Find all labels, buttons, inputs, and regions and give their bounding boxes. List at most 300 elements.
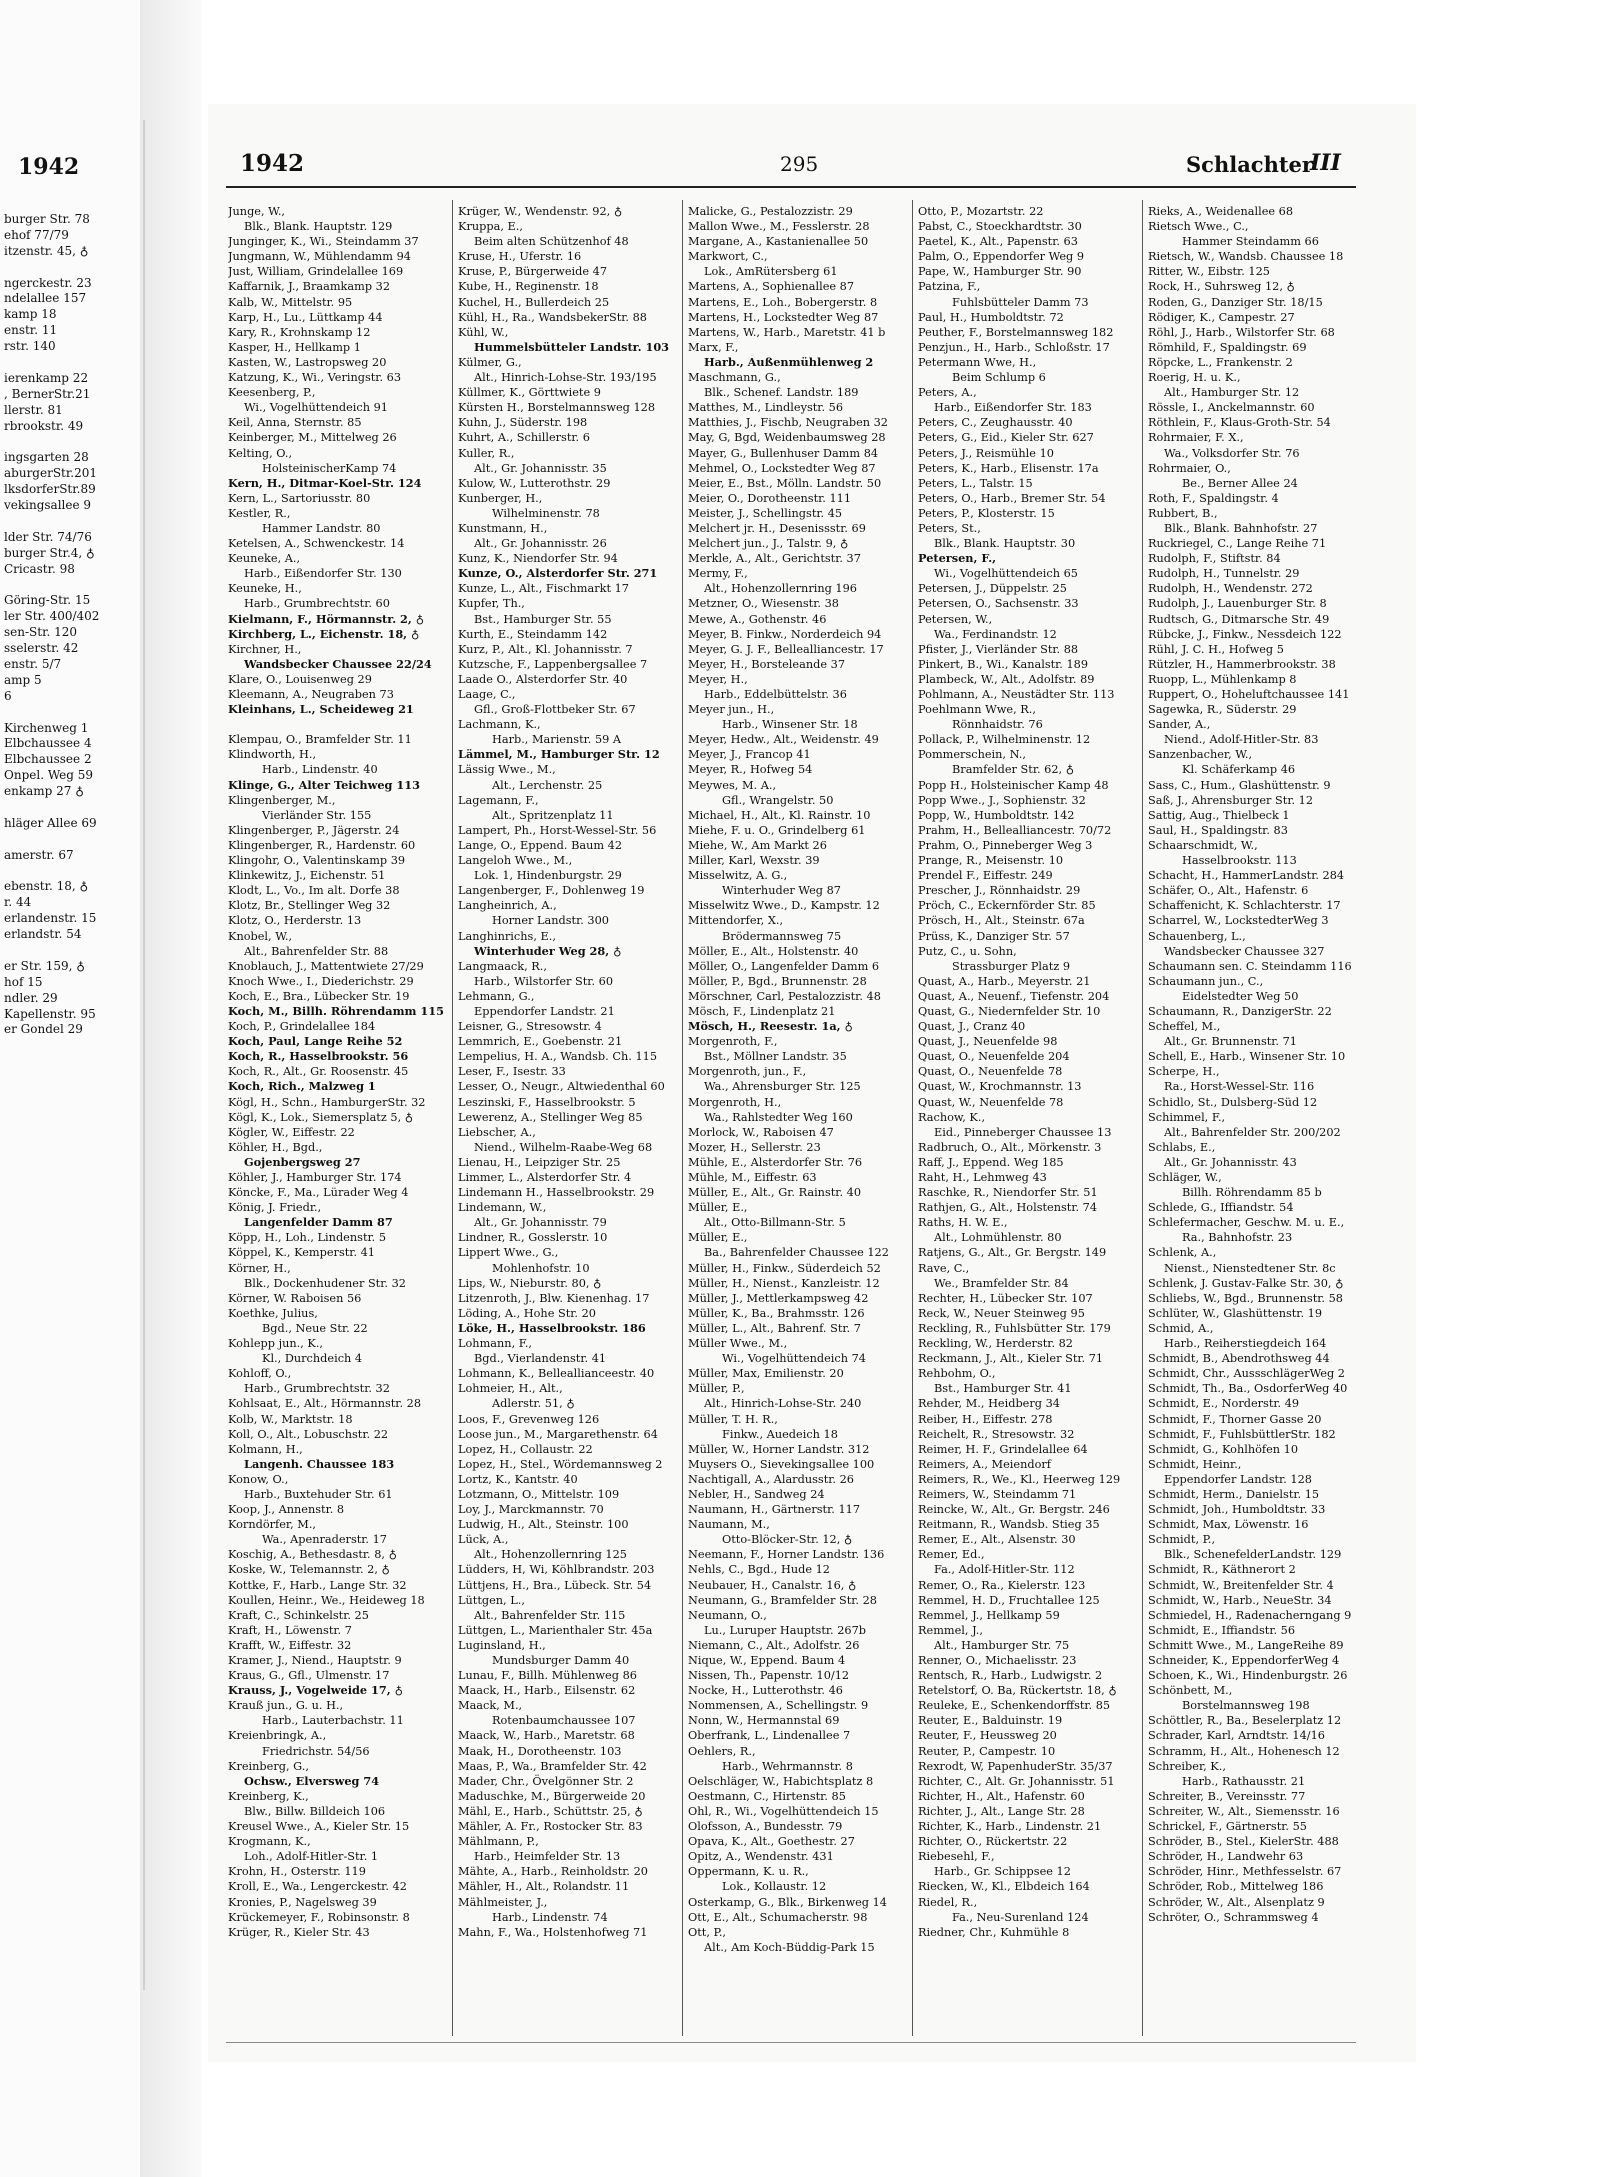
entry-line: Rentsch, R., Harb., Ludwigstr. 2 — [918, 1669, 1103, 1683]
entry-line: Prahm, O., Pinneberger Weg 3 — [918, 838, 1093, 852]
entry-line: Schacht, H., HammerLandstr. 284 — [1148, 869, 1345, 883]
entry-address-line: Bgd., Vierlandenstr. 41 — [474, 1352, 607, 1366]
entry-line: Petersen, J., Düppelstr. 25 — [918, 582, 1067, 596]
entry-line: Keesenberg, P., — [228, 386, 316, 400]
previous-page-line: ndelallee 157 — [4, 291, 87, 306]
entry-line: Kögl, K., Lok., Siemersplatz 5, ♁ — [228, 1110, 414, 1124]
entry-line: Lagemann, F., — [458, 793, 539, 807]
entry-line: Kreinberg, K., — [228, 1789, 309, 1803]
entry-address-line: Ra., Bahnhofstr. 23 — [1182, 1231, 1293, 1245]
entry-line: Melchert jr. H., Desenissstr. 69 — [688, 521, 866, 535]
entry-line: Pohlmann, A., Neustädter Str. 113 — [918, 688, 1115, 701]
entry-line: Mählmeister, J., — [458, 1895, 548, 1909]
entry-line: Köhler, J., Hamburger Str. 174 — [228, 1171, 402, 1184]
previous-page-line — [4, 800, 138, 816]
book-gutter — [140, 0, 202, 2177]
entry-line: Richter, J., Alt., Lange Str. 28 — [918, 1804, 1085, 1818]
entry-address-line: Blk., Blank. Bahnhofstr. 27 — [1164, 521, 1318, 535]
entry-line: Lüttgen, L., — [458, 1593, 525, 1607]
entry-line: Reckling, W., Herderstr. 82 — [918, 1337, 1073, 1351]
entry-line: Rave, C., — [918, 1261, 970, 1275]
entry-line: Keinberger, M., Mittelweg 26 — [228, 431, 397, 445]
entry-line: Quast, O., Neuenfelde 204 — [918, 1050, 1070, 1064]
entry-line: Scheffel, M., — [1148, 1020, 1221, 1034]
entry-line: Oestmann, C., Hirtenstr. 85 — [688, 1789, 846, 1803]
entry-line: Peters, G., Eid., Kieler Str. 627 — [918, 431, 1094, 445]
entry-line: Rudolph, J., Lauenburger Str. 8 — [1148, 597, 1327, 611]
entry-line: Rieks, A., Weidenallee 68 — [1148, 205, 1294, 218]
entry-line: Kunze, O., Alsterdorfer Str. 271 — [458, 566, 658, 581]
entry-line: Laage, C., — [458, 688, 516, 701]
entry-line: Melchert jun., J., Talstr. 9, ♁ — [688, 537, 849, 551]
entry-line: Kroll, E., Wa., Lengerckestr. 42 — [228, 1880, 407, 1894]
entry-line: Maduschke, M., Bürgerweide 20 — [458, 1789, 646, 1803]
entry-line: Reuter, F., Heussweg 20 — [918, 1729, 1057, 1743]
previous-page-line: r. 44 — [4, 895, 32, 910]
entry-line: Palm, O., Eppendorfer Weg 9 — [918, 250, 1085, 264]
entry-line: Kunstmann, H., — [458, 521, 548, 535]
entry-address-line: Alt., Spritzenplatz 11 — [492, 808, 614, 822]
entry-line: Muysers O., Sievekingsallee 100 — [688, 1457, 875, 1471]
entry-address-line: Harb., Außenmühlenweg 2 — [704, 354, 874, 369]
entry-address-line: Alt., Gr. Johannisstr. 43 — [1164, 1155, 1297, 1169]
entry-address-line: Wa., Ferdinandstr. 12 — [934, 627, 1057, 641]
entry-line: Maack, H., Harb., Eilsenstr. 62 — [458, 1684, 636, 1698]
directory-column-4 — [918, 204, 1134, 1940]
entry-address-line: Wa., Volksdorfer Str. 76 — [1164, 446, 1300, 460]
previous-page-line: aburgerStr.201 — [4, 466, 97, 481]
entry-line: Kohloff, O., — [228, 1367, 292, 1381]
entry-line: Kunberger, H., — [458, 491, 543, 505]
entry-address-line: Wi., Vogelhüttendeich 74 — [722, 1352, 866, 1366]
entry-line: Reimers, W., Steindamm 71 — [918, 1487, 1077, 1501]
entry-address-line: Harb., Buxtehuder Str. 61 — [244, 1487, 393, 1501]
entry-address-line: Be., Berner Allee 24 — [1182, 476, 1298, 490]
entry-line: Körner, W. Raboisen 56 — [228, 1291, 362, 1305]
entry-line: Kuhrt, A., Schillerstr. 6 — [458, 431, 590, 445]
entry-address-line: Niend., Wilhelm-Raabe-Weg 68 — [474, 1140, 653, 1154]
entry-line: Karp, H., Lu., Lüttkamp 44 — [228, 310, 383, 324]
entry-line: Petermann Wwe, H., — [918, 355, 1037, 369]
entry-line: Lämmel, M., Hamburger Str. 12 — [458, 747, 660, 762]
entry-line: Remer, Ed., — [918, 1548, 985, 1562]
entry-line: Raht, H., Lehmweg 43 — [918, 1171, 1047, 1184]
entry-line: Kögler, W., Eiffestr. 22 — [228, 1125, 355, 1139]
entry-line: Schidlo, St., Dulsberg-Süd 12 — [1148, 1095, 1318, 1109]
entry-line: Konow, O., — [228, 1472, 289, 1486]
entry-line: Müller, E., — [688, 1201, 748, 1215]
entry-address-line: Fa., Neu-Surenland 124 — [952, 1910, 1089, 1924]
entry-line: Martens, H., Lockstedter Weg 87 — [688, 310, 879, 324]
entry-line: Katzung, K., Wi., Veringstr. 63 — [228, 371, 402, 385]
footer-rule — [226, 2042, 1356, 2043]
entry-line: Müller, E., Alt., Gr. Rainstr. 40 — [688, 1186, 862, 1200]
entry-line: Krückemeyer, F., Robinsonstr. 8 — [228, 1910, 410, 1924]
page-year: 1942 — [240, 150, 305, 177]
entry-line: Scharrel, W., LockstedterWeg 3 — [1148, 914, 1329, 928]
entry-line: Roerig, H. u. K., — [1148, 371, 1241, 385]
entry-line: Neubauer, H., Canalstr. 16, ♁ — [688, 1578, 857, 1592]
entry-line: Raff, J., Eppend. Weg 185 — [918, 1155, 1064, 1169]
entry-line: Mallon Wwe., M., Fesslerstr. 28 — [688, 220, 870, 234]
entry-address-line: Alt., Gr. Brunnenstr. 71 — [1164, 1035, 1297, 1049]
entry-line: Krogmann, K., — [228, 1835, 311, 1849]
entry-line: Möller, P., Bgd., Brunnenstr. 28 — [688, 974, 867, 988]
entry-address-line: Lok., Kollaustr. 12 — [722, 1880, 827, 1894]
entry-line: Lempelius, H. A., Wandsb. Ch. 115 — [458, 1050, 658, 1064]
entry-line: Langheinrich, A., — [458, 899, 557, 913]
entry-line: Plambeck, W., Alt., Adolfstr. 89 — [918, 672, 1095, 686]
entry-line: Schlenk, A., — [1148, 1246, 1217, 1260]
previous-page-line: ierenkamp 22 — [4, 370, 89, 385]
entry-line: Rechter, H., Lübecker Str. 107 — [918, 1291, 1093, 1305]
previous-page-line: lksdorferStr.89 — [4, 482, 96, 497]
entry-line: Leszinski, F., Hasselbrookstr. 5 — [458, 1095, 636, 1109]
entry-line: Peters, O., Harb., Bremer Str. 54 — [918, 491, 1106, 505]
entry-line: Lüttgen, L., Marienthaler Str. 45a — [458, 1623, 653, 1637]
previous-page-line: 6 — [4, 688, 12, 703]
previous-page-line — [4, 355, 138, 371]
entry-line: Schlefermacher, Geschw. M. u. E., — [1148, 1216, 1345, 1230]
entry-line: Mählmann, P., — [458, 1835, 539, 1849]
entry-line: Koch, E., Bra., Lübecker Str. 19 — [228, 989, 410, 1003]
entry-address-line: Harb., Gr. Schippsee 12 — [934, 1865, 1071, 1879]
page-header — [208, 146, 1358, 186]
entry-line: Krafft, W., Eiffestr. 32 — [228, 1638, 352, 1652]
entry-address-line: Rotenbaumchaussee 107 — [492, 1714, 636, 1728]
entry-address-line: Winterhuder Weg 87 — [722, 884, 841, 898]
entry-line: Mähte, A., Harb., Reinholdstr. 20 — [458, 1865, 648, 1879]
page-title: Schlachter — [1186, 152, 1313, 177]
entry-address-line: Alt., Lohmühlenstr. 80 — [934, 1231, 1062, 1245]
entry-line: Klinge, G., Alter Teichweg 113 — [228, 777, 420, 792]
entry-line: Remer, E., Alt., Alsenstr. 30 — [918, 1533, 1076, 1547]
entry-line: Markwort, C., — [688, 250, 768, 264]
entry-line: Schliebs, W., Bgd., Brunnenstr. 58 — [1148, 1291, 1343, 1305]
entry-line: Langmaack, R., — [458, 959, 547, 973]
entry-line: Kreienbringk, A., — [228, 1729, 327, 1743]
entry-line: Reiber, H., Eiffestr. 278 — [918, 1412, 1053, 1426]
entry-line: Klotz, Br., Stellinger Weg 32 — [228, 899, 391, 913]
previous-page-line: ngerckestr. 23 — [4, 275, 92, 290]
previous-page-line: hof 15 — [4, 974, 43, 989]
entry-line: Margane, A., Kastanienallee 50 — [688, 235, 869, 249]
entry-line: Schreiter, W., Alt., Siemensstr. 16 — [1148, 1804, 1340, 1818]
entry-line: Morgenroth, jun., F., — [688, 1065, 807, 1079]
entry-line: Schell, E., Harb., Winsener Str. 10 — [1148, 1050, 1346, 1064]
entry-line: Rehbohm, O., — [918, 1367, 996, 1381]
previous-page-line: Cricastr. 98 — [4, 561, 75, 576]
entry-line: Oelschläger, W., Habichtsplatz 8 — [688, 1774, 874, 1788]
entry-address-line: Lok., AmRütersberg 61 — [704, 265, 838, 279]
entry-line: Kreusel Wwe., A., Kieler Str. 15 — [228, 1820, 410, 1834]
entry-line: Korndörfer, M., — [228, 1518, 317, 1532]
entry-line: Kunz, K., Niendorfer Str. 94 — [458, 552, 618, 566]
entry-line: Koch, Rich., Malzweg 1 — [228, 1079, 376, 1094]
entry-line: Litzenroth, J., Blw. Kienenhag. 17 — [458, 1291, 650, 1305]
entry-line: Mahn, F., Wa., Holstenhofweg 71 — [458, 1925, 648, 1939]
entry-line — [228, 717, 444, 732]
entry-line: Petersen, W., — [918, 612, 993, 626]
entry-line: Maack, W., Harb., Maretstr. 68 — [458, 1729, 635, 1743]
entry-line: Sander, A., — [1148, 718, 1211, 732]
entry-line: Ott, P., — [688, 1925, 727, 1939]
entry-line: Maas, P., Wa., Bramfelder Str. 42 — [458, 1759, 647, 1773]
entry-line: Reuter, E., Balduinstr. 19 — [918, 1714, 1063, 1728]
entry-line: Rohrmaier, F. X., — [1148, 431, 1244, 445]
previous-page-line: er Gondel 29 — [4, 1022, 83, 1037]
entry-line: Prüss, K., Danziger Str. 57 — [918, 929, 1070, 943]
entry-line: Kern, H., Ditmar-Koel-Str. 124 — [228, 475, 422, 490]
entry-line: Schmidt, E., Norderstr. 49 — [1148, 1397, 1300, 1411]
entry-line: Schmitt Wwe., M., LangeReihe 89 — [1148, 1638, 1344, 1652]
entry-line: Pape, W., Hamburger Str. 90 — [918, 265, 1082, 279]
entry-line: Müller, E., — [688, 1231, 748, 1245]
entry-line: Müller, H., Nienst., Kanzleistr. 12 — [688, 1276, 880, 1290]
entry-line: Kohlepp jun., K., — [228, 1337, 324, 1351]
entry-line: Langeloh Wwe., M., — [458, 854, 573, 868]
entry-line: Rössle, I., Anckelmannstr. 60 — [1148, 401, 1315, 415]
entry-line: Schmidt, W., Harb., NeueStr. 34 — [1148, 1593, 1332, 1607]
previous-page-line: Elbchaussee 2 — [4, 752, 92, 767]
entry-line: Rietsch, W., Wandsb. Chaussee 18 — [1148, 250, 1344, 264]
entry-line: Schmidt, Th., Ba., OsdorferWeg 40 — [1148, 1382, 1348, 1396]
entry-address-line: Vierländer Str. 155 — [262, 808, 372, 822]
entry-line: Nachtigall, A., Alardusstr. 26 — [688, 1472, 854, 1486]
entry-line: Müller, T. H. R., — [688, 1412, 778, 1426]
entry-line: Kühl, H., Ra., WandsbekerStr. 88 — [458, 310, 647, 324]
entry-line: Lemmrich, E., Goebenstr. 21 — [458, 1035, 623, 1049]
entry-line: Löding, A., Hohe Str. 20 — [458, 1306, 596, 1320]
entry-line: Oppermann, K. u. R., — [688, 1865, 809, 1879]
entry-line: Ratjens, G., Alt., Gr. Bergstr. 149 — [918, 1246, 1107, 1260]
entry-line: Krauss, J., Vogelweide 17, ♁ — [228, 1683, 403, 1698]
entry-line: Loos, F., Grevenweg 126 — [458, 1412, 600, 1426]
entry-line: Matthes, M., Lindleystr. 56 — [688, 401, 844, 415]
entry-line: Lampert, Ph., Horst-Wessel-Str. 56 — [458, 823, 657, 837]
entry-line: Schönbett, M., — [1148, 1684, 1233, 1698]
entry-line: Kruse, H., Uferstr. 16 — [458, 250, 582, 264]
entry-line: Langenberger, F., Dohlenweg 19 — [458, 884, 645, 898]
gutter-divider — [143, 120, 145, 1990]
entry-address-line: Hummelsbütteler Landstr. 103 — [474, 339, 670, 354]
entry-address-line: Alt., Bahrenfelder Str. 200/202 — [1164, 1125, 1341, 1139]
entry-line: Popp, W., Humboldtstr. 142 — [918, 808, 1075, 822]
previous-page-line — [4, 577, 138, 593]
entry-line: Kurz, P., Alt., Kl. Johannisstr. 7 — [458, 642, 633, 656]
entry-line: Röpcke, L., Frankenstr. 2 — [1148, 355, 1293, 369]
entry-line: Köpp, H., Loh., Lindenstr. 5 — [228, 1231, 387, 1245]
page-number: 295 — [780, 152, 819, 176]
entry-line: Müller, J., Mettlerkampsweg 42 — [688, 1291, 869, 1305]
entry-line: Quast, W., Krochmannstr. 13 — [918, 1080, 1082, 1094]
entry-line: Rützler, H., Hammerbrookstr. 38 — [1148, 657, 1336, 671]
entry-line: Naumann, M., — [688, 1518, 770, 1532]
entry-address-line: Hasselbrookstr. 113 — [1182, 854, 1297, 868]
entry-line: Malicke, G., Pestalozzistr. 29 — [688, 205, 853, 218]
entry-line: Lienau, H., Leipziger Str. 25 — [458, 1155, 621, 1169]
entry-line: Neumann, G., Bramfelder Str. 28 — [688, 1593, 877, 1607]
entry-line: Schneider, K., EppendorferWeg 4 — [1148, 1654, 1340, 1667]
entry-line: Ludwig, H., Alt., Steinstr. 100 — [458, 1518, 629, 1532]
entry-address-line: Wi., Vogelhüttendeich 91 — [244, 401, 388, 415]
entry-address-line: Alt., Lerchenstr. 25 — [492, 778, 603, 792]
entry-address-line: Borstelmannsweg 198 — [1182, 1699, 1310, 1713]
entry-address-line: Blk., Blank. Hauptstr. 129 — [244, 220, 393, 234]
entry-line: Kühl, W., — [458, 325, 509, 339]
entry-line: Laade O., Alsterdorfer Str. 40 — [458, 672, 628, 686]
entry-line: Koschig, A., Bethesdastr. 8, ♁ — [228, 1548, 397, 1562]
previous-page-line: , BernerStr.21 — [4, 386, 91, 401]
entry-address-line: Blk., Dockenhudener Str. 32 — [244, 1276, 406, 1290]
previous-page-year: 1942 — [18, 154, 80, 180]
entry-address-line: Alt., Hamburger Str. 75 — [934, 1638, 1070, 1652]
entry-line: Müller, K., Ba., Brahmsstr. 126 — [688, 1306, 865, 1320]
entry-line: Röhl, J., Harb., Wilstorfer Str. 68 — [1148, 325, 1335, 339]
entry-line: Paetel, K., Alt., Papenstr. 63 — [918, 235, 1078, 249]
entry-line: Kirchner, H., — [228, 642, 302, 656]
entry-line: Pinkert, B., Wi., Kanalstr. 189 — [918, 657, 1089, 671]
entry-line: Metzner, O., Wiesenstr. 38 — [688, 597, 839, 611]
entry-line: Riecken, W., Kl., Elbdeich 164 — [918, 1880, 1090, 1894]
previous-page-edge — [0, 0, 140, 2177]
entry-line: Morlock, W., Raboisen 47 — [688, 1125, 834, 1139]
entry-line: Schaumann, R., DanzigerStr. 22 — [1148, 1004, 1332, 1018]
previous-page-line: ingsgarten 28 — [4, 450, 89, 465]
entry-line: Nocke, H., Lutterothstr. 46 — [688, 1684, 843, 1698]
entry-line: Ruppert, O., Hoheluftchaussee 141 — [1148, 688, 1350, 701]
entry-line: Martens, E., Loh., Bobergerstr. 8 — [688, 295, 878, 309]
entry-line: Quast, W., Neuenfelde 78 — [918, 1095, 1064, 1109]
entry-address-line: Lok. 1, Hindenburgstr. 29 — [474, 869, 622, 883]
entry-line: Scherpe, H., — [1148, 1065, 1220, 1079]
entry-line: Lippert Wwe., G., — [458, 1246, 559, 1260]
entry-address-line: Brödermannsweg 75 — [722, 929, 842, 943]
entry-line: Rübcke, J., Finkw., Nessdeich 122 — [1148, 627, 1342, 641]
entry-address-line: Blk., SchenefelderLandstr. 129 — [1164, 1548, 1342, 1562]
entry-address-line: Otto-Blöcker-Str. 12, ♁ — [722, 1533, 853, 1547]
entry-line: Misselwitz, A. G., — [688, 869, 788, 883]
entry-line: Lüttjens, H., Bra., Lübeck. Str. 54 — [458, 1578, 652, 1592]
entry-line: Peters, St., — [918, 521, 981, 535]
entry-line: Meyer, Hedw., Alt., Weidenstr. 49 — [688, 733, 879, 747]
entry-line: Just, William, Grindelallee 169 — [228, 265, 404, 279]
entry-line: Schmidt, Joh., Humboldtstr. 33 — [1148, 1503, 1326, 1517]
entry-line: Schreiber, K., — [1148, 1759, 1226, 1773]
entry-line: Kreinberg, G., — [228, 1759, 309, 1773]
previous-page-line: Göring-Str. 15 — [4, 593, 91, 608]
entry-line: Köncke, F., Ma., Lürader Weg 4 — [228, 1186, 409, 1200]
entry-line: Lange, O., Eppend. Baum 42 — [458, 838, 623, 852]
entry-line: Kaffarnik, J., Braamkamp 32 — [228, 280, 391, 294]
entry-line: Marx, F., — [688, 340, 739, 354]
entry-line: Maschmann, G., — [688, 371, 781, 385]
entry-line: Peters, A., — [918, 386, 977, 400]
entry-line: König, J. Friedr., — [228, 1201, 322, 1215]
entry-address-line: Kl., Durchdeich 4 — [262, 1352, 363, 1366]
entry-line: Reckmann, J., Alt., Kieler Str. 71 — [918, 1352, 1104, 1366]
entry-line: Schreiter, B., Vereinsstr. 77 — [1148, 1789, 1306, 1803]
entry-line: Kutzsche, F., Lappenbergsallee 7 — [458, 657, 648, 671]
entry-line: Meyer, G. J. F., Bellealliancestr. 17 — [688, 642, 884, 656]
entry-line: Kohlsaat, E., Alt., Hörmannstr. 28 — [228, 1397, 422, 1411]
entry-address-line: Wa., Apenraderstr. 17 — [262, 1533, 387, 1547]
entry-line: Sanzenbacher, W., — [1148, 748, 1253, 762]
entry-address-line: Harb., Marienstr. 59 A — [492, 733, 622, 747]
entry-line: Quast, J., Neuenfelde 98 — [918, 1035, 1058, 1049]
entry-line: Ritter, W., Eibstr. 125 — [1148, 265, 1270, 279]
entry-line: Rubbert, B., — [1148, 506, 1218, 520]
entry-line: Kruse, P., Bürgerweide 47 — [458, 265, 608, 279]
column-divider — [1142, 200, 1143, 2036]
entry-line: Knobel, W., — [228, 929, 293, 943]
entry-address-line: Gfl., Groß-Flottbeker Str. 67 — [474, 703, 636, 717]
entry-line: Müller, L., Alt., Bahrenf. Str. 7 — [688, 1321, 861, 1335]
entry-address-line: Finkw., Auedeich 18 — [722, 1427, 838, 1441]
entry-line: Koch, Paul, Lange Reihe 52 — [228, 1034, 403, 1049]
entry-address-line: Hammer Steindamm 66 — [1182, 235, 1319, 249]
entry-line: Schröter, O., Schrammsweg 4 — [1148, 1910, 1319, 1924]
entry-line: Krüger, R., Kieler Str. 43 — [228, 1925, 370, 1939]
entry-line: Radbruch, O., Alt., Mörkenstr. 3 — [918, 1140, 1102, 1154]
entry-line: Köhler, H., Bgd., — [228, 1140, 323, 1154]
entry-line: Meyer, R., Hofweg 54 — [688, 763, 813, 777]
entry-line: Neumann, O., — [688, 1608, 767, 1622]
entry-line: Kurth, E., Steindamm 142 — [458, 627, 608, 641]
entry-line: Schmidt, F., FuhlsbüttlerStr. 182 — [1148, 1427, 1336, 1441]
previous-page-line: Kapellenstr. 95 — [4, 1006, 96, 1021]
entry-line: Remer, O., Ra., Kielerstr. 123 — [918, 1578, 1086, 1592]
entry-line: Röthlein, F., Klaus-Groth-Str. 54 — [1148, 416, 1331, 430]
entry-line: Rietsch Wwe., C., — [1148, 220, 1249, 234]
previous-page-line — [4, 260, 138, 276]
entry-line: Schmidt, G., Kohlhöfen 10 — [1148, 1442, 1299, 1456]
entry-line: Maack, M., — [458, 1699, 523, 1713]
entry-address-line: Beim Schlump 6 — [952, 371, 1046, 385]
previous-page-line: llerstr. 81 — [4, 402, 63, 417]
entry-line: Lohmeier, H., Alt., — [458, 1382, 563, 1396]
entry-line: Liebscher, A., — [458, 1125, 536, 1139]
previous-page-line: ndler. 29 — [4, 990, 58, 1005]
previous-page-line — [4, 943, 138, 959]
previous-page-line: sselerstr. 42 — [4, 641, 79, 656]
entry-address-line: Ra., Horst-Wessel-Str. 116 — [1164, 1080, 1315, 1094]
entry-line: Quast, A., Neuenf., Tiefenstr. 204 — [918, 989, 1110, 1003]
entry-line: Ruckriegel, C., Lange Reihe 71 — [1148, 537, 1327, 551]
entry-line: Mörschner, Carl, Pestalozzistr. 48 — [688, 989, 881, 1003]
previous-page-line: amp 5 — [4, 672, 42, 687]
entry-line: Kern, L., Sartoriusstr. 80 — [228, 491, 371, 505]
entry-line: Rohrmaier, O., — [1148, 461, 1231, 475]
entry-address-line: Eid., Pinneberger Chaussee 13 — [934, 1125, 1112, 1139]
entry-line: Möller, E., Alt., Holstenstr. 40 — [688, 944, 859, 958]
entry-line: Mösch, H., Reesestr. 1a, ♁ — [688, 1019, 853, 1034]
entry-line: Kleinhans, L., Scheideweg 21 — [228, 702, 414, 717]
entry-line: Nonn, W., Hermannstal 69 — [688, 1714, 840, 1728]
previous-page-line: Onpel. Weg 59 — [4, 768, 94, 783]
entry-line: Reincke, W., Alt., Gr. Bergstr. 246 — [918, 1503, 1110, 1517]
entry-address-line: Mohlenhofstr. 10 — [492, 1261, 590, 1275]
entry-address-line: Eppendorfer Landstr. 128 — [1164, 1472, 1312, 1486]
entry-line: Saul, H., Spaldingstr. 83 — [1148, 823, 1288, 837]
entry-line: Schläger, W., — [1148, 1171, 1222, 1184]
entry-line: Leisner, G., Stresowstr. 4 — [458, 1020, 602, 1034]
entry-line: Lips, W., Nieburstr. 80, ♁ — [458, 1276, 602, 1290]
entry-line: Oehlers, R., — [688, 1744, 756, 1758]
entry-line: Schrickel, F., Gärtnerstr. 55 — [1148, 1820, 1307, 1834]
entry-line: Schmidt, R., Käthnerort 2 — [1148, 1563, 1296, 1577]
entry-line: Kramer, J., Niend., Hauptstr. 9 — [228, 1654, 402, 1667]
